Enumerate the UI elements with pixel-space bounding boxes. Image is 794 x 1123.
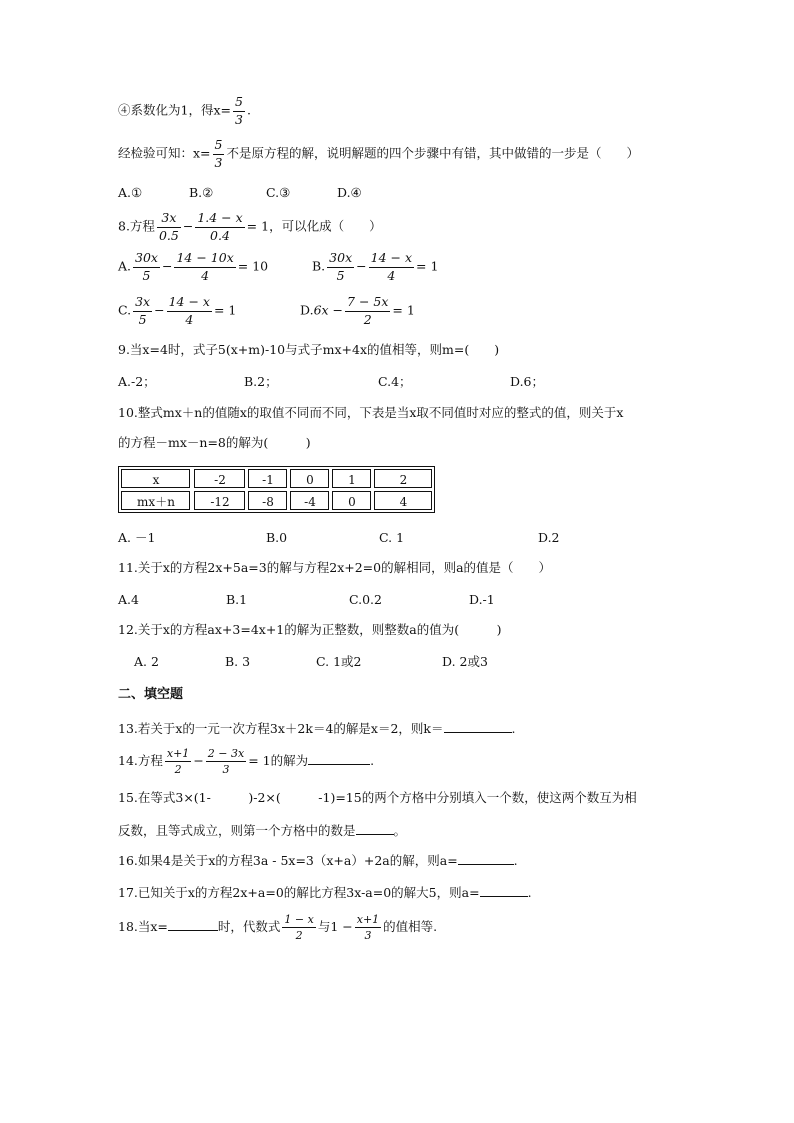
q11-option-a: A.4 [118, 592, 139, 607]
q10-option-c: C. 1 [379, 530, 405, 545]
fraction: $\frac{14 - x}{4}$ [168, 294, 210, 327]
table-cell: mx＋n [137, 495, 175, 509]
q10-option-a: A. －1 [118, 530, 156, 545]
q9-option-b: B.2； [244, 374, 278, 389]
q11-option-c: C.0.2 [349, 592, 382, 607]
q11-option-b: B.1 [226, 592, 248, 607]
fraction: $\frac{3x}{0.5}$ [158, 210, 179, 243]
q12-option-c: C. 1或2 [316, 654, 362, 669]
fraction: $\frac{x+1}{2}$ [166, 747, 190, 776]
q7-step4-text: ④系数化为1，得x= [118, 102, 231, 118]
table-header-cell: -2 [214, 473, 226, 487]
q15-question-line1: 15.在等式3×(1- )-2×( -1)=15的两个方格中分别填入一个数，使这两个数互为相 [118, 790, 637, 805]
q8-option-d: D.6x − $\frac{7 - 5x}{2}$ = 1 [300, 294, 415, 327]
table-header-cell: 1 [348, 473, 356, 487]
q7-option-c: C.③ [266, 185, 291, 200]
q14-question: 14.方程 $\frac{x+1}{2}$ − $\frac{2 - 3x}{3}$ = 1的解为 . [118, 747, 375, 776]
q9-question: 9.当x=4时，式子5(x+m)-10与式子mx+4x的值相等，则m=( ) [118, 342, 500, 357]
q10-option-b: B.0 [266, 530, 288, 545]
fraction: $\frac{5}{3}$ [214, 137, 223, 170]
fraction: $\frac{2 - 3x}{3}$ [207, 747, 245, 776]
q7-check: 经检验可知：x= $\frac{5}{3}$ 不是原方程的解，说明解题的四个步骤中有错，其中做错的一步是（ ） [118, 137, 639, 170]
q16-question: 16.如果4是关于x的方程3a - 5x=3（x+a）+2a的解，则a= . [118, 853, 518, 868]
table-header-cell: x [152, 473, 160, 487]
fraction: $\frac{5}{3}$ [234, 94, 243, 127]
q18-question: 18.当x= 时，代数式 $\frac{1 - x}{2}$ 与1 − $\frac{x+1}{3}$ 的值相等. [118, 913, 438, 942]
q13-question: 13.若关于x的一元一次方程3x＋2k＝4的解是x＝2，则k＝ . [118, 721, 516, 736]
q7-step4: ④系数化为1，得x= $\frac{5}{3}$ . [118, 94, 251, 127]
fraction: $\frac{3x}{5}$ [135, 294, 151, 327]
q12-question: 12.关于x的方程ax+3=4x+1的解为正整数，则整数a的值为( ) [118, 622, 502, 637]
fraction: $\frac{7 - 5x}{2}$ [347, 294, 389, 327]
q17-question: 17.已知关于x的方程2x+a=0的解比方程3x-a=0的解大5，则a= . [118, 885, 532, 900]
q7-option-a: A.① [118, 185, 143, 200]
q8-option-b: B. $\frac{30x}{5}$ − $\frac{14 - x}{4}$ = 1 [312, 250, 439, 283]
table-header-cell: 2 [399, 473, 408, 487]
table-header-cell: -1 [262, 473, 274, 487]
table-cell: -4 [304, 495, 316, 509]
answer-blank[interactable] [480, 884, 528, 897]
q12-option-a: A. 2 [134, 654, 159, 669]
q10-question-line2: 的方程－mx－n=8的解为( ) [118, 435, 311, 450]
q8-option-c: C. $\frac{3x}{5}$ − $\frac{14 - x}{4}$ = 1 [118, 294, 237, 327]
q8-option-a: A. $\frac{30x}{5}$ − $\frac{14 - 10x}{4}$ = 10 [118, 250, 269, 283]
q7-option-b: B.② [189, 185, 214, 200]
q12-option-d: D. 2或3 [442, 654, 488, 669]
q15-question-line2: 反数，且等式成立，则第一个方格中的数是 。 [118, 823, 407, 838]
answer-blank[interactable] [458, 852, 514, 865]
fraction: $\frac{1 - x}{2}$ [284, 913, 314, 942]
q9-option-a: A.-2； [118, 374, 156, 389]
answer-blank[interactable] [168, 918, 218, 931]
answer-blank[interactable] [444, 720, 512, 733]
answer-blank[interactable] [356, 822, 394, 835]
fraction: $\frac{30x}{5}$ [135, 250, 158, 283]
table-cell: 4 [399, 495, 408, 509]
q11-option-d: D.-1 [469, 592, 495, 607]
q8-question: 8.方程 $\frac{3x}{0.5}$ − $\frac{1.4 - x}{0.4}$ = 1，可以化成（ ） [118, 210, 382, 243]
q11-question: 11.关于x的方程2x+5a=3的解与方程2x+2=0的解相同，则a的值是（ ） [118, 560, 552, 575]
q9-option-d: D.6； [510, 374, 545, 389]
table-header-cell: 0 [306, 473, 314, 487]
q9-option-c: C.4； [378, 374, 412, 389]
table-cell: -12 [210, 495, 230, 509]
fraction: $\frac{30x}{5}$ [329, 250, 353, 283]
table-cell: 0 [348, 495, 356, 509]
section-title: 二、填空题 [118, 687, 184, 702]
q10-question-line1: 10.整式mx＋n的值随x的取值不同而不同，下表是当x取不同值时对应的整式的值，则关于x [118, 405, 624, 420]
fraction: $\frac{1.4 - x}{0.4}$ [197, 210, 243, 243]
q12-option-b: B. 3 [225, 654, 251, 669]
table-cell: -8 [262, 495, 274, 509]
fraction: $\frac{x+1}{3}$ [356, 913, 380, 942]
fraction: $\frac{14 - x}{4}$ [370, 250, 413, 283]
q7-option-d: D.④ [337, 185, 362, 200]
answer-blank[interactable] [308, 752, 370, 765]
fraction: $\frac{14 - 10x}{4}$ [176, 250, 234, 283]
q10-option-d: D.2 [538, 530, 560, 545]
